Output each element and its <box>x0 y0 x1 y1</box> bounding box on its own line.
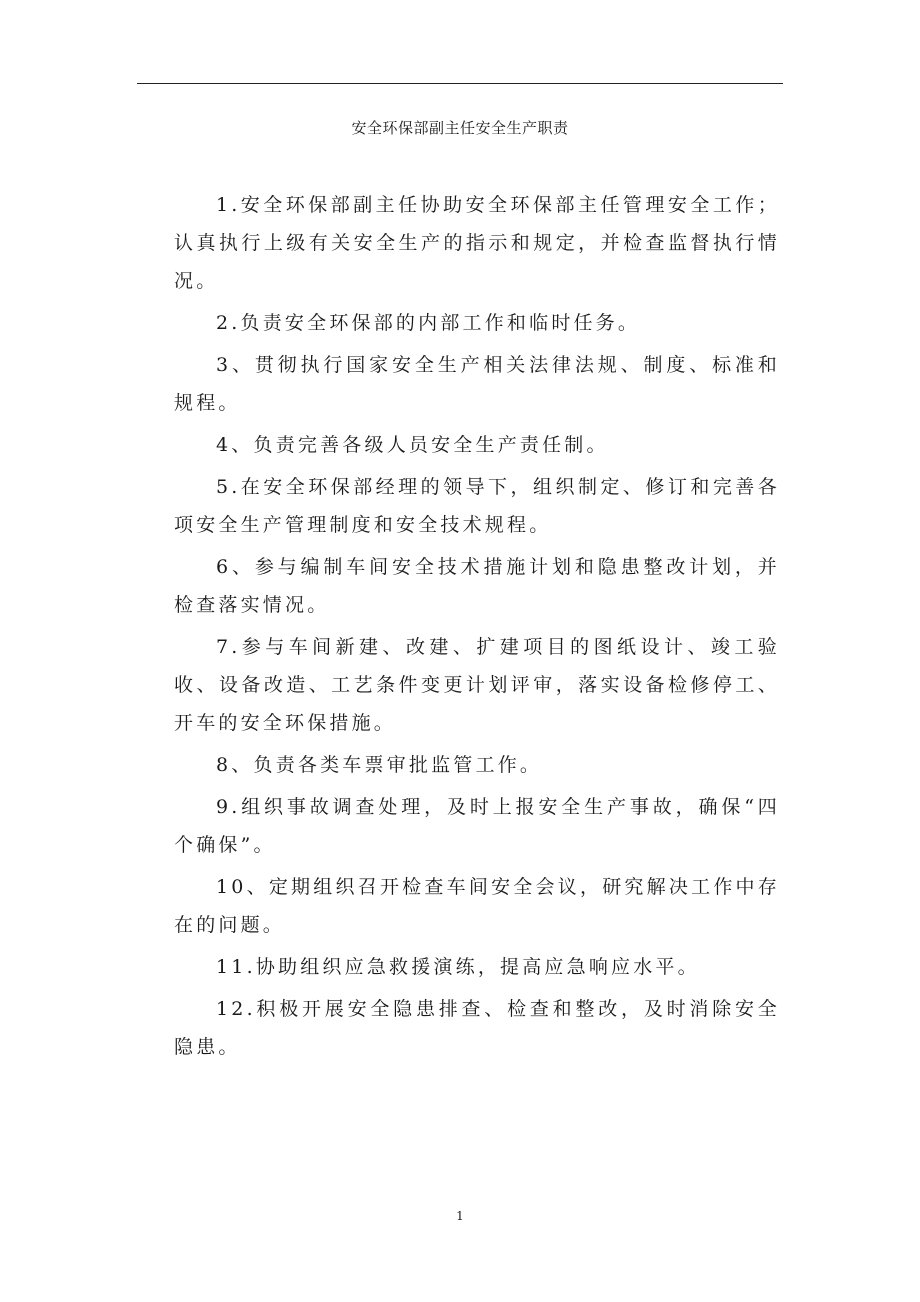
paragraph-2: 2.负责安全环保部的内部工作和临时任务。 <box>216 312 641 334</box>
paragraph-11: 11.协助组织应急救援演练，提高应急响应水平。 <box>216 956 700 978</box>
paragraph-4: 4、负责完善各级人员安全生产责任制。 <box>216 434 609 456</box>
paragraph-3: 3、贯彻执行国家安全生产相关法律法规、制度、标准和规程。 <box>174 354 780 414</box>
paragraph-7: 7.参与车间新建、改建、扩建项目的图纸设计、竣工验收、设备改造、工艺条件变更计划评审，落实设备检修停工、开车的安全环保措施。 <box>174 636 780 734</box>
paragraph-6: 6、参与编制车间安全技术措施计划和隐患整改计划，并检查落实情况。 <box>174 556 780 616</box>
paragraph-5: 5.在安全环保部经理的领导下，组织制定、修订和完善各项安全生产管理制度和安全技术规程。 <box>174 476 780 536</box>
paragraph-1: 1.安全环保部副主任协助安全环保部主任管理安全工作；认真执行上级有关安全生产的指示和规定，并检查监督执行情况。 <box>174 194 780 292</box>
document-body <box>174 186 780 1070</box>
paragraph-12: 12.积极开展安全隐患排查、检查和整改，及时消除安全隐患。 <box>174 998 780 1058</box>
paragraph-10: 10、定期组织召开检查车间安全会议，研究解决工作中存在的问题。 <box>174 876 780 936</box>
page-number: 1 <box>456 1209 464 1223</box>
document-title: 安全环保部副主任安全生产职责 <box>351 119 569 137</box>
header-rule <box>137 83 783 84</box>
paragraph-8: 8、负责各类车票审批监管工作。 <box>216 754 543 776</box>
paragraph-9: 9.组织事故调查处理，及时上报安全生产事故，确保“四个确保”。 <box>174 796 780 856</box>
